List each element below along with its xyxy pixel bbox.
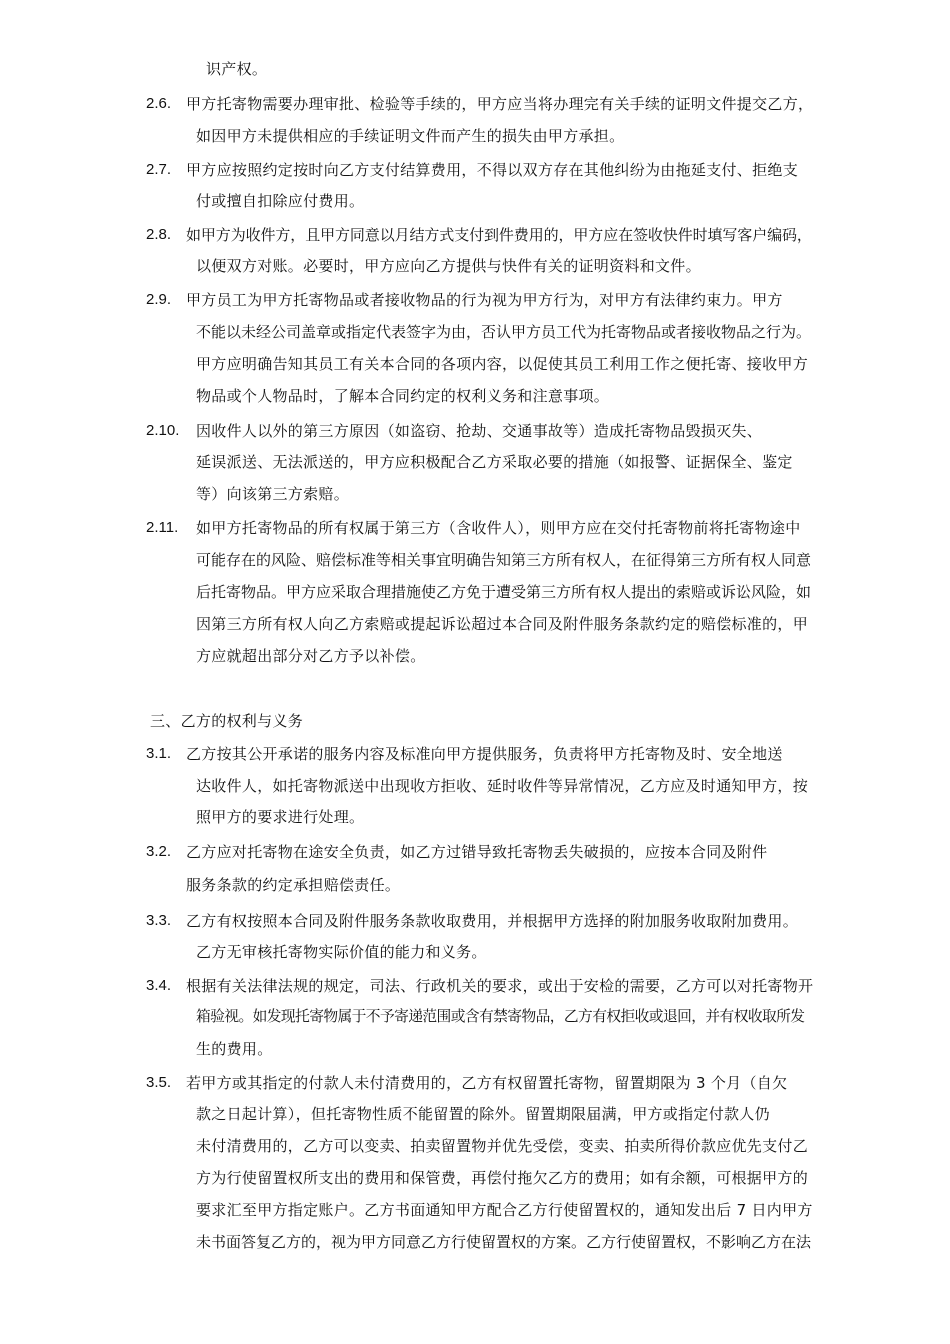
clause-number: 3.5. [146,1074,172,1091]
clause-line: 乙方应对托寄物在途安全负责，如乙方过错导致托寄物丢失破损的，应按本合同及附件 [186,843,768,861]
clause-line: 达收件人，如托寄物派送中出现收方拒收、延时收件等异常情况，乙方应及时通知甲方，按 [196,777,809,795]
clause-number: 2.8. [146,226,172,243]
clause-line: 未付清费用的，乙方可以变卖、拍卖留置物并优先受偿，变卖、拍卖所得价款应优先支付乙 [196,1137,809,1155]
clause-number: 2.10. [146,422,180,439]
clause-number: 2.7. [146,161,172,178]
clause-line: 如甲方托寄物品的所有权属于第三方（含收件人），则甲方应在交付托寄物前将托寄物途中 [196,519,801,537]
clause-number: 3.2. [146,843,172,860]
clause-line: 方为行使留置权所支出的费用和保管费，再偿付拖欠乙方的费用；如有余额，可根据甲方的 [196,1169,809,1187]
clause-number: 3.3. [146,912,172,929]
clause-line: 若甲方或其指定的付款人未付清费用的，乙方有权留置托寄物，留置期限为 3 个月（自欠 [186,1074,788,1092]
clause-line: 要求汇至甲方指定账户。乙方书面通知甲方配合乙方行使留置权的，通知发出后 7 日内甲方 [196,1201,813,1219]
clause-line: 未书面答复乙方的，视为甲方同意乙方行使留置权的方案。乙方行使留置权，不影响乙方在法 [196,1233,812,1251]
clause-line: 物品或个人物品时，了解本合同约定的权利义务和注意事项。 [196,387,610,405]
clause-line: 箱验视。如发现托寄物属于不予寄递范围或含有禁寄物品，乙方有权拒收或退回，并有权收取所发 [196,1008,805,1025]
clause-line: 乙方有权按照本合同及附件服务条款收取费用，并根据甲方选择的附加服务收取附加费用。 [186,912,799,930]
section-heading: 三、乙方的权利与义务 [150,712,304,730]
clause-line: 乙方按其公开承诺的服务内容及标准向甲方提供服务，负责将甲方托寄物及时、安全地送 [186,745,783,763]
clause-line: 后托寄物品。甲方应采取合理措施使乙方免于遭受第三方所有权人提出的索赔或诉讼风险，如 [196,583,812,601]
clause-line: 付或擅自扣除应付费用。 [196,192,365,210]
clause-line: 延误派送、无法派送的，甲方应积极配合乙方采取必要的措施（如报警、证据保全、鉴定 [196,453,793,471]
clause-line: 照甲方的要求进行处理。 [196,808,365,826]
clause-line: 不能以未经公司盖章或指定代表签字为由，否认甲方员工代为托寄物品或者接收物品之行为。 [196,323,812,341]
clause-line: 因收件人以外的第三方原因（如盗窃、抢劫、交通事故等）造成托寄物品毁损灭失、 [196,422,763,440]
clause-number: 2.11. [146,519,179,536]
clause-line: 甲方托寄物需要办理审批、检验等手续的，甲方应当将办理完有关手续的证明文件提交乙方， [186,95,814,113]
clause-line: 以便双方对账。必要时，甲方应向乙方提供与快件有关的证明资料和文件。 [196,257,701,275]
clause-line: 服务条款的约定承担赔偿责任。 [186,876,401,894]
clause-line: 因第三方所有权人向乙方索赔或提起诉讼超过本合同及附件服务条款约定的赔偿标准的，甲 [196,615,809,633]
clause-line: 乙方无审核托寄物实际价值的能力和义务。 [196,943,487,961]
clause-line: 甲方员工为甲方托寄物品或者接收物品的行为视为甲方行为，对甲方有法律约束力。甲方 [186,291,783,309]
clause-line: 甲方应明确告知其员工有关本合同的各项内容，以促使其员工利用工作之便托寄、接收甲方 [196,355,809,373]
clause-line: 生的费用。 [196,1040,273,1058]
clause-number: 2.6. [146,95,172,112]
continuation-line: 识产权。 [206,60,268,78]
clause-line: 可能存在的风险、赔偿标准等相关事宜明确告知第三方所有权人，在征得第三方所有权人同意 [196,551,812,569]
clause-line: 如甲方为收件方，且甲方同意以月结方式支付到件费用的，甲方应在签收快件时填写客户编码， [186,226,812,244]
clause-line: 等）向该第三方索赔。 [196,485,350,503]
clause-number: 3.1. [146,745,172,762]
clause-number: 2.9. [146,291,172,308]
clause-number: 3.4. [146,977,172,994]
clause-line: 款之日起计算），但托寄物性质不能留置的除外。留置期限届满，甲方或指定付款人仍 [196,1105,770,1123]
clause-line: 方应就超出部分对乙方予以补偿。 [196,647,426,665]
clause-line: 根据有关法律法规的规定，司法、行政机关的要求，或出于安检的需要，乙方可以对托寄物开 [186,977,814,995]
clause-line: 如因甲方未提供相应的手续证明文件而产生的损失由甲方承担。 [196,127,625,145]
clause-line: 甲方应按照约定按时向乙方支付结算费用，不得以双方存在其他纠纷为由拖延支付、拒绝支 [186,161,799,179]
